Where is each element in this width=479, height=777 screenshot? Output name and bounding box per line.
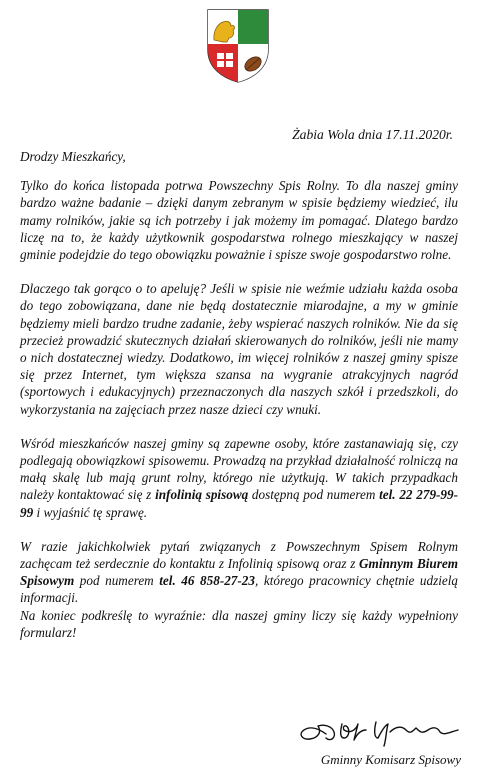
office-text-a: W razie jakichkolwiek pytań związanych z Powszechnym Spisem Rolnym zachęcam też serdecznie do kontaktu z Infolinią spisową oraz z	[20, 538, 458, 572]
letter-greeting: Drodzy Mieszkańcy,	[20, 149, 126, 164]
paragraph-closing: Na koniec podkreślę to wyraźnie: dla naszej gminy liczy się każdy wypełniony formularz!	[20, 607, 458, 640]
signatory-title: Gminny Komisarz Spisowy	[320, 752, 461, 767]
paragraph-why-appeal: Dlaczego tak gorąco o to apeluję? Jeśli w spisie nie weźmie udziału każda osoba do tego zobowiązana, dane nie będą dostatecznie miarodajne, a my w gminie będziemy mieli bardzo trudne zadanie, żeby wspierać naszych rolników. Nie da się przecież prowadzić skutecznych działań skierowanych do rolników, jeśli nie mamy o nich dostatecznej wiedzy. Dodatkowo, im więcej rolników z naszej gminy spisze się przez Internet, tym większa szansa na wygranie atrakcyjnych nagród (sportowych i edukacyjnych) przeznaczonych dla naszych szkół i przedszkoli, do wykorzystania na zajęciach przez nasze dzieci czy wnuki.	[20, 281, 458, 417]
hotline-text-a: Wśród mieszkańców naszej gminy są zapewne osoby, które zastanawiają się, czy podlegają obowiązkowi spisowemu. Prowadzą na przykład działalność rolniczą na małą skalę lub mają grunt rolny, którego nie użytkują. W takich przypadkach należy kontaktować się z	[20, 435, 458, 503]
hotline-name: infolinią spisową	[155, 487, 249, 503]
hotline-text-b: dostępną pod numerem	[248, 487, 380, 503]
hotline-text-c: i wyjaśnić tę sprawę.	[33, 504, 148, 520]
office-name: Gminnym Biurem Spisowym	[20, 556, 458, 589]
municipal-coat-of-arms-icon	[205, 8, 271, 84]
office-text-c: , którego pracownicy chętnie udzielą informacji.	[20, 573, 458, 606]
office-text-b: pod numerem	[74, 573, 160, 589]
letter-body	[20, 148, 458, 641]
paragraph-census-importance: Tylko do końca listopada potrwa Powszechny Spis Rolny. To dla naszej gminy bardzo ważne badanie – dzięki danym zebranym w spisie będziemy wiedzieć, ilu mamy rolników, jakie są ich potrzeby i jak możemy im pomagać. Dlatego bardzo liczę na to, że każdy użytkownik gospodarstwa rolnego mieszkający w naszej gminie podejdzie do tego obowiązku poważnie i spisze swoje gospodarstwo rolne.	[20, 178, 458, 263]
hotline-phone: tel. 22 279-99-99	[20, 487, 459, 520]
letter-date: Żabia Wola dnia 17.11.2020r.	[292, 127, 453, 142]
paragraph-census-office	[20, 538, 458, 607]
office-phone: tel. 46 858-27-23	[159, 573, 255, 589]
paragraph-hotline	[20, 435, 458, 521]
handwritten-signature-icon	[288, 712, 463, 748]
signature-block	[288, 712, 463, 770]
